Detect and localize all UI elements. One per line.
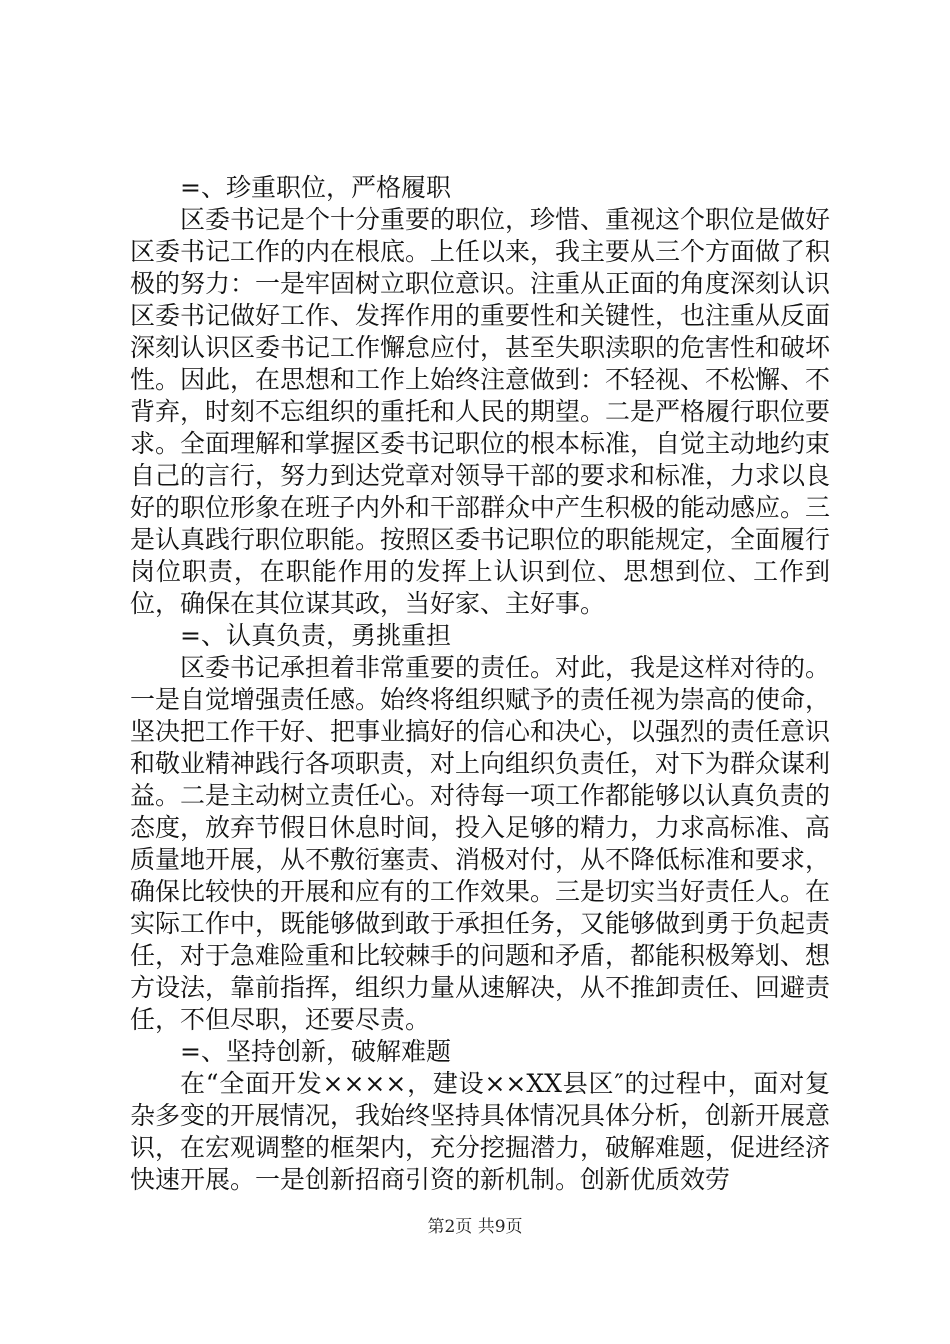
section-heading: =、珍重职位，严格履职 [180,173,451,202]
section-paragraph: 区委书记承担着非常重要的责任。对此，我是这样对待的。一是自觉增强责任感。始终将组织赋予的责任视为崇高的使命，坚决把工作干好、把事业搞好的信心和决心，以强烈的责任意识和敬业精神践行各项职责，对上向组织负责任，对下为群众谋利益。二是主动树立责任心。对待每一项工作都能够以认真负责的态度，放弃节假日休息时间，投入足够的精力，力求高标准、高质量地开展，从不敷衍塞责、消极对付，从不降低标准和要求，确保比较快的开展和应有的工作效果。三是切实当好责任人。在实际工作中，既能够做到敢于承担任务，又能够做到勇于负起责任，对于急难险重和比较棘手的问题和矛盾，都能积极筹划、想方设法，靠前指挥，组织力量从速解决，从不推卸责任、回避责任，不但尽职，还要尽责。 [130,653,831,1034]
section-paragraph: 在“全面开发××××，建设××XX县区″的过程中，面对复杂多变的开展情况，我始终坚持具体情况具体分析，创新开展意识，在宏观调整的框架内，充分挖掘潜力，破解难题，促进经济快速开展。一是创新招商引资的新机制。创新优质效劳 [130,1069,831,1194]
section-paragraph: 区委书记是个十分重要的职位，珍惜、重视这个职位是做好区委书记工作的内在根底。上任以来，我主要从三个方面做了积极的努力：一是牢固树立职位意识。注重从正面的角度深刻认识区委书记做好工作、发挥作用的重要性和关键性，也注重从反面深刻认识区委书记工作懈怠应付，甚至失职渎职的危害性和破坏性。因此，在思想和工作上始终注意做到：不轻视、不松懈、不背弃，时刻不忘组织的重托和人民的期望。二是严格履行职位要求。全面理解和掌握区委书记职位的根本标准，自觉主动地约束自己的言行，努力到达党章对领导干部的要求和标准，力求以良好的职位形象在班子内外和干部群众中产生积极的能动感应。三是认真践行职位职能。按照区委书记职位的职能规定，全面履行岗位职责，在职能作用的发挥上认识到位、思想到位、工作到位，确保在其位谋其政，当好家、主好事。 [130,205,831,618]
document-body [130,172,830,1196]
section-heading: =、认真负责，勇挑重担 [180,621,451,650]
page-number-footer: 第2页 共9页 [427,1217,523,1237]
section-heading: =、坚持创新，破解难题 [180,1037,451,1066]
